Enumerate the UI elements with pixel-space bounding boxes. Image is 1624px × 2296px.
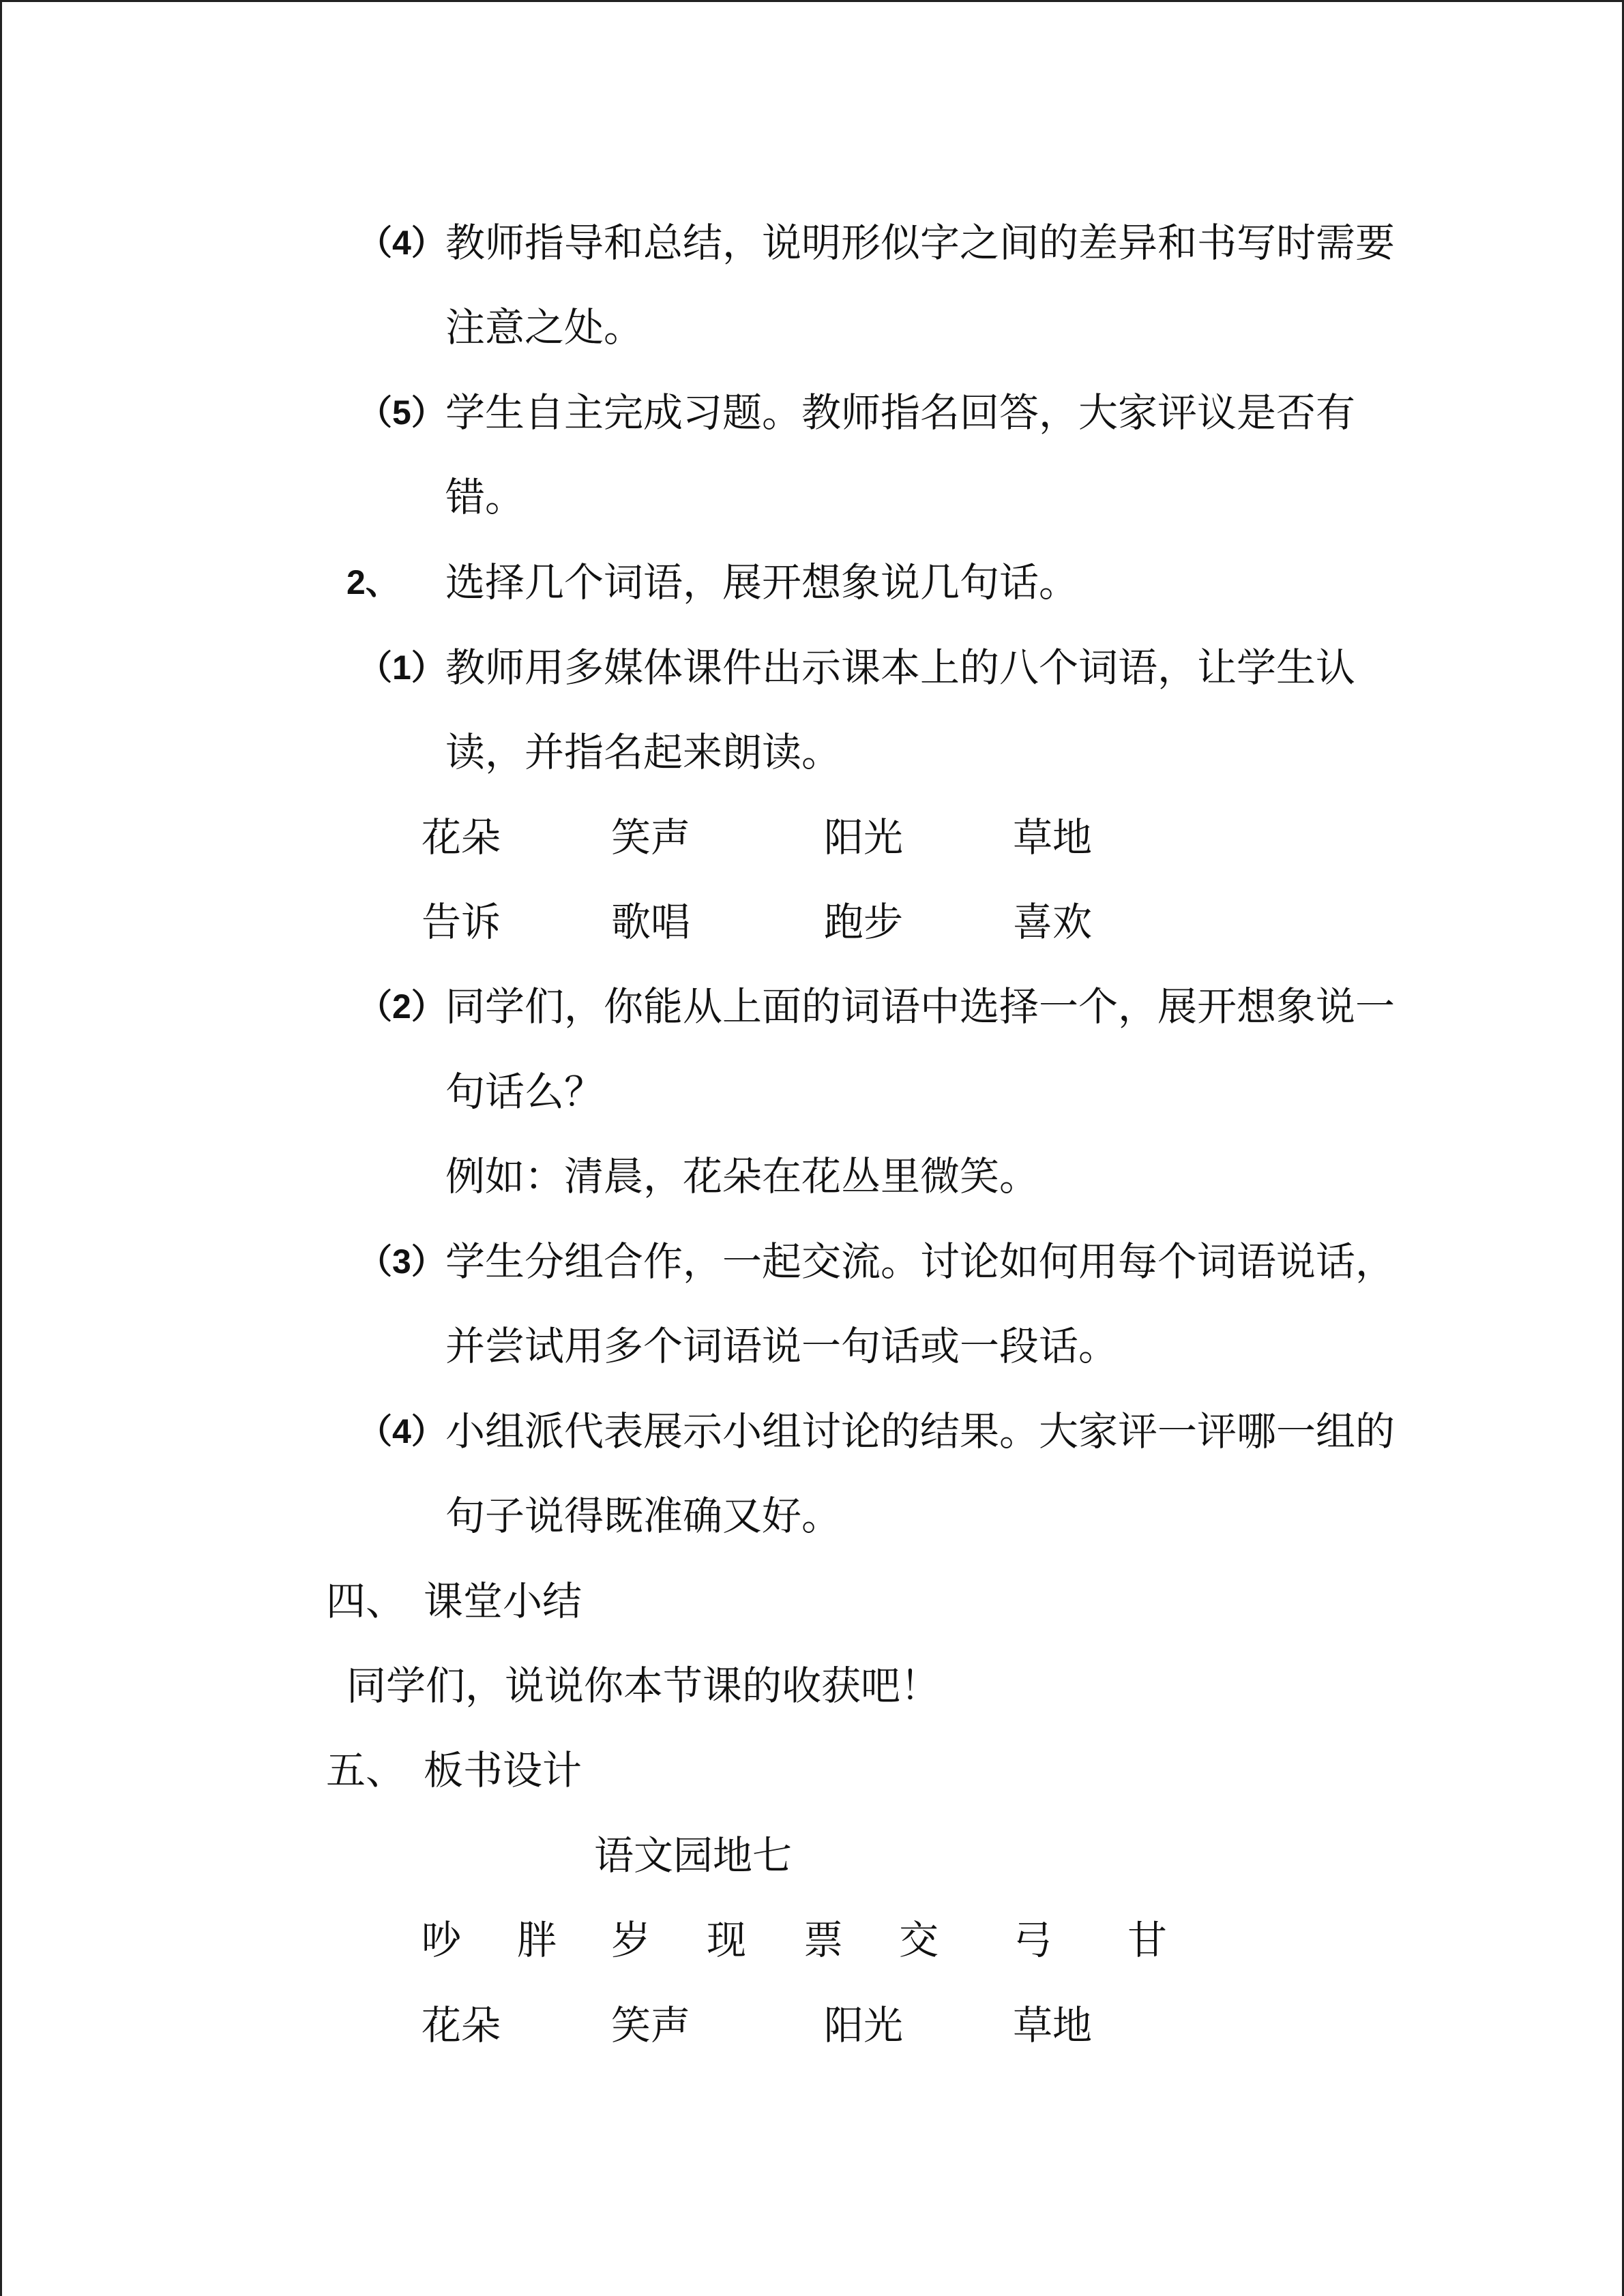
- step-text: 小组派代表展示小组讨论的结果。大家评一评哪一组的: [445, 1408, 1396, 1455]
- board-char: 甘: [1127, 1917, 1168, 1963]
- example-sentence: 例如：清晨，花朵在花丛里微笑。: [445, 1153, 1039, 1199]
- vocab-word: 笑声: [611, 814, 691, 861]
- board-title: 语文园地七: [594, 1832, 793, 1879]
- vocab-word: 跑步: [824, 899, 904, 945]
- board-word: 阳光: [824, 2002, 904, 2048]
- step-text: 学生自主完成习题。教师指名回答，大家评议是否有: [445, 389, 1356, 436]
- vocab-word: 阳光: [824, 814, 904, 861]
- board-char: 弓: [1013, 1917, 1053, 1963]
- vocab-word: 歌唱: [611, 899, 691, 945]
- vocab-word: 草地: [1013, 814, 1093, 861]
- board-char: 现: [707, 1917, 747, 1963]
- vocab-word: 告诉: [422, 899, 501, 945]
- step-text: 教师指导和总结，说明形似字之间的差异和书写时需要: [445, 220, 1396, 266]
- step-text-continued: 句子说得既准确又好。: [445, 1493, 842, 1539]
- vocab-word: 喜欢: [1013, 899, 1093, 945]
- section-number: 四、: [326, 1578, 406, 1624]
- section-title: 选择几个词语，展开想象说几句话。: [445, 559, 1079, 606]
- board-char: 吵: [422, 1917, 462, 1963]
- step-number: （2）: [358, 987, 445, 1026]
- step-number: （4）: [358, 224, 445, 262]
- step-text-continued: 注意之处。: [445, 304, 644, 351]
- step-text-continued: 并尝试用多个词语说一句话或一段话。: [445, 1323, 1119, 1369]
- vocab-word: 花朵: [422, 814, 501, 861]
- board-word: 花朵: [422, 2002, 501, 2048]
- step-number: （4）: [358, 1412, 445, 1450]
- board-char: 岁: [611, 1917, 651, 1963]
- step-text-continued: 读，并指名起来朗读。: [445, 729, 842, 775]
- board-char: 交: [899, 1917, 939, 1963]
- board-char: 票: [803, 1917, 844, 1963]
- step-text-continued: 错。: [445, 474, 525, 520]
- board-char: 胖: [517, 1917, 557, 1963]
- step-number: （3）: [358, 1242, 445, 1281]
- step-number: （1）: [358, 648, 445, 687]
- section-number: 2、: [346, 563, 400, 601]
- section-title: 板书设计: [424, 1747, 582, 1793]
- section-title: 课堂小结: [424, 1578, 582, 1624]
- step-text: 学生分组合作，一起交流。讨论如何用每个词语说话，: [445, 1238, 1396, 1285]
- section-body: 同学们，说说你本节课的收获吧！: [346, 1663, 941, 1709]
- step-text: 教师用多媒体课件出示课本上的八个词语，让学生认: [445, 644, 1356, 691]
- section-number: 五、: [326, 1747, 406, 1793]
- board-word: 笑声: [611, 2002, 691, 2048]
- step-text: 同学们，你能从上面的词语中选择一个，展开想象说一: [445, 983, 1396, 1030]
- board-word: 草地: [1013, 2002, 1093, 2048]
- step-text-continued: 句话么？: [445, 1069, 604, 1115]
- step-number: （5）: [358, 393, 445, 432]
